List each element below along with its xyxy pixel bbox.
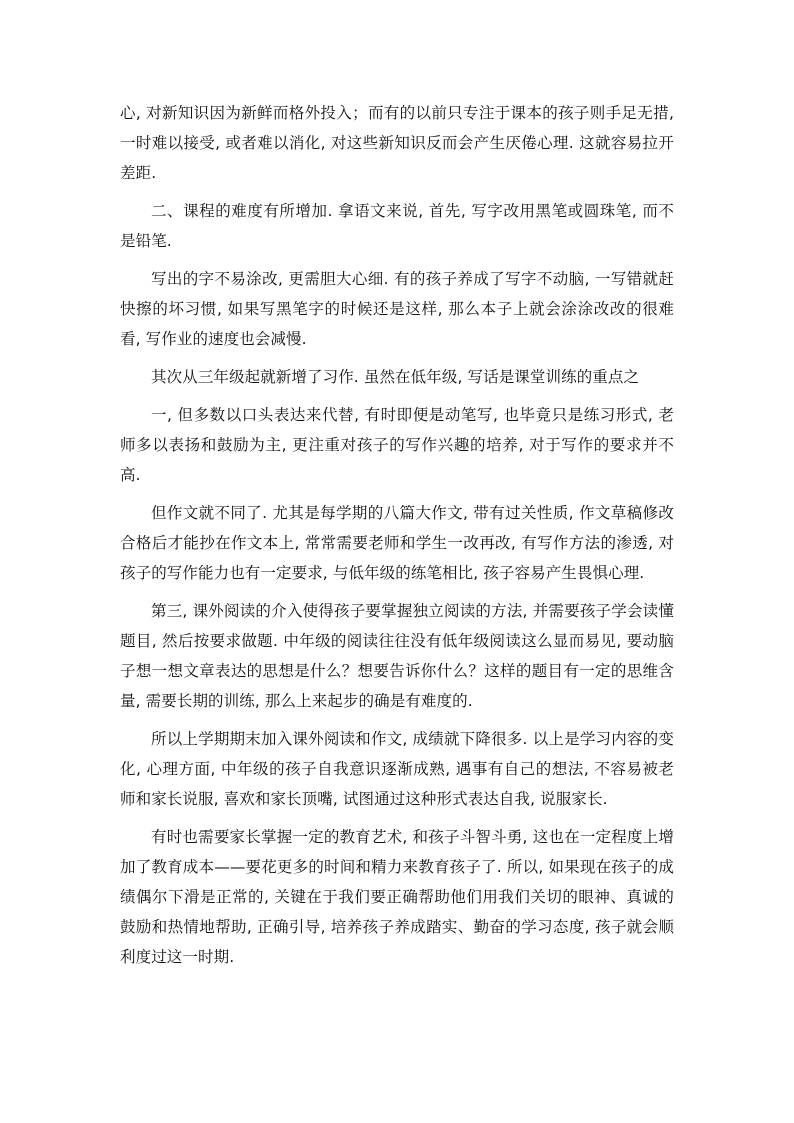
paragraph-4: 其次从三年级起就新增了习作. 虽然在低年级, 写话是课堂训练的重点之 <box>151 368 640 386</box>
paragraph-9: 有时也需要家长掌握一定的教育艺术, 和孩子斗智斗勇, 这也在一定程度上增加了教育成本——要花更多的时间和精力来教育孩子了. 所以, 如果现在孩子的成绩偶尔下滑是正常的, 关键在于我们要正确帮助他们用我们关切的眼神、真诚的鼓励和热情地帮助, 正确引导, 培养孩子养成踏实、勤奋的学习态度, 孩子就会顺利度过这一时期. <box>120 828 674 966</box>
paragraph-2: 二、课程的难度有所增加. 拿语文来说, 首先, 写字改用黑笔或圆珠笔, 而不是铅笔. <box>120 202 674 250</box>
paragraph-3: 写出的字不易涂改, 更需胆大心细. 有的孩子养成了写字不动脑, 一写错就赶快擦的坏习惯, 如果写黑笔字的时候还是这样, 那么本子上就会涂涂改改的很难看, 写作业的速度也会减慢. <box>120 270 674 348</box>
paragraph-1: 心, 对新知识因为新鲜而格外投入；而有的以前只专注于课本的孩子则手足无措, 一时难以接受, 或者难以消化, 对这些新知识反而会产生厌倦心理. 这就容易拉开差距. <box>120 104 674 182</box>
paragraph-7: 第三, 课外阅读的介入使得孩子要掌握独立阅读的方法, 并需要孩子学会读懂题目, 然后按要求做题. 中年级的阅读往往没有低年级阅读这么显而易见, 要动脑子想一想文章表达的思想是什么？想要告诉你什么？这样的题目有一定的思维含量, 需要长期的训练, 那么上来起步的确是有难度的. <box>120 602 674 710</box>
paragraph-8: 所以上学期期末加入课外阅读和作文, 成绩就下降很多. 以上是学习内容的变化, 心理方面, 中年级的孩子自我意识逐渐成熟, 遇事有自己的想法, 不容易被老师和家长说服, 喜欢和家长顶嘴, 试图通过这种形式表达自我, 说服家长. <box>120 730 674 808</box>
body-text <box>120 98 674 972</box>
paragraph-5: 一, 但多数以口头表达来代替, 有时即便是动笔写, 也毕竟只是练习形式, 老师多以表扬和鼓励为主, 更注重对孩子的写作兴趣的培养, 对于写作的要求并不高. <box>120 406 674 484</box>
paragraph-6: 但作文就不同了. 尤其是每学期的八篇大作文, 带有过关性质, 作文草稿修改合格后才能抄在作文本上, 常常需要老师和学生一改再改, 有写作方法的渗透, 对孩子的写作能力也有一定要求, 与低年级的练笔相比, 孩子容易产生畏惧心理. <box>120 504 674 582</box>
